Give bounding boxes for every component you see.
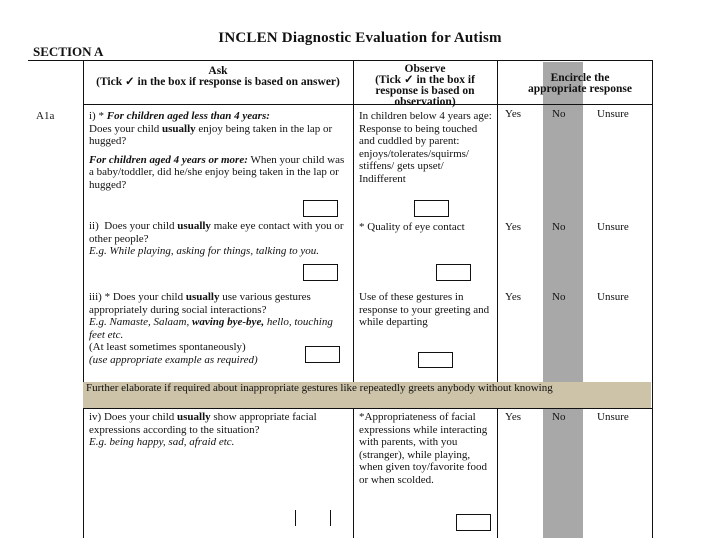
question-ii-example-wrap bbox=[89, 245, 351, 258]
question-iii-example-pre: E.g. Namaste, Salaam, bbox=[89, 316, 190, 328]
question-iii-example-post: hello, touching feet etc. bbox=[89, 316, 333, 341]
option-yes-i[interactable]: Yes bbox=[505, 108, 522, 120]
question-i bbox=[89, 110, 351, 191]
option-unsure-i[interactable]: Unsure bbox=[597, 108, 629, 120]
observe-header bbox=[356, 64, 494, 108]
observe-header-note: (Tick ✓ in the box if response is based on observation) bbox=[375, 74, 475, 108]
option-unsure-iii[interactable]: Unsure bbox=[597, 291, 629, 303]
observe-iv: *Appropriateness of facial expressions while interacting with parents, with you (stranger), while playing, when given toy/favorite food or when scolded. bbox=[359, 411, 488, 486]
question-iv-bold: usually bbox=[177, 411, 211, 423]
option-yes-iv[interactable]: Yes bbox=[505, 411, 522, 423]
question-ii bbox=[89, 220, 351, 258]
ask-checkbox-iv[interactable] bbox=[295, 510, 331, 526]
encircle-header: Encircle the appropriate response bbox=[527, 72, 633, 95]
question-iv-post: show appropriate facial expressions according to the situation? bbox=[89, 411, 317, 436]
ask-checkbox-i[interactable] bbox=[303, 200, 338, 217]
column-divider-1 bbox=[83, 60, 84, 538]
observe-i: In children below 4 years age: Response to being touched and cuddled by parent: enjoys/tolerates/squirms/ stiffens/ gets upset/ Indifferent bbox=[359, 110, 492, 185]
elaborate-band: Further elaborate if required about inappropriate gestures like repeatedly greets anybody without knowing bbox=[83, 382, 651, 408]
question-iv bbox=[89, 411, 351, 449]
option-no-iii[interactable]: No bbox=[552, 291, 566, 303]
question-number: A1a bbox=[36, 110, 55, 122]
question-i-part1 bbox=[89, 110, 351, 123]
observe-checkbox-iii[interactable] bbox=[418, 352, 453, 368]
question-i-star: * bbox=[98, 110, 104, 122]
question-i-condition-1: For children aged less than 4 years: bbox=[106, 110, 270, 122]
question-iii-pre: Does your child bbox=[112, 291, 184, 303]
question-i-part2 bbox=[89, 123, 351, 148]
question-iii-note-2: (use appropriate example as required) bbox=[89, 353, 258, 366]
ask-checkbox-iii[interactable] bbox=[305, 346, 340, 363]
option-unsure-ii[interactable]: Unsure bbox=[597, 221, 629, 233]
question-iii-bold: usually bbox=[185, 291, 220, 303]
question-ii-example: E.g. While playing, asking for things, talking to you. bbox=[89, 245, 320, 257]
option-no-i[interactable]: No bbox=[552, 108, 566, 120]
ask-header bbox=[86, 66, 350, 88]
option-yes-ii[interactable]: Yes bbox=[505, 221, 522, 233]
question-iii-numeral: iii) bbox=[89, 291, 102, 303]
question-ii-numeral: ii) bbox=[89, 220, 99, 232]
question-iii-text bbox=[89, 291, 351, 316]
table-top-border bbox=[28, 60, 653, 61]
question-i-pre: Does your child bbox=[89, 122, 160, 135]
question-iv-pre: Does your child bbox=[103, 411, 175, 423]
observe-checkbox-iv[interactable] bbox=[456, 514, 491, 531]
question-iii-example-wrap bbox=[89, 316, 351, 341]
observe-iii: Use of these gestures in response to your greeting and while departing bbox=[359, 291, 490, 328]
question-i-bold: usually bbox=[162, 122, 196, 135]
observe-ii: * Quality of eye contact bbox=[359, 221, 465, 233]
question-iv-example-wrap bbox=[89, 436, 351, 449]
observe-checkbox-ii[interactable] bbox=[436, 264, 471, 281]
column-divider-3 bbox=[497, 60, 498, 538]
option-unsure-iv[interactable]: Unsure bbox=[597, 411, 629, 423]
section-label: SECTION A bbox=[33, 44, 104, 59]
question-iv-text bbox=[89, 411, 351, 436]
option-yes-iii[interactable]: Yes bbox=[505, 291, 522, 303]
question-ii-pre: Does your child bbox=[104, 220, 175, 232]
question-ii-post: make eye contact with you or other people? bbox=[89, 220, 344, 245]
question-i-post-2: When your child was a baby/toddler, did he/she enjoy being taken in the lap or hugged? bbox=[89, 153, 345, 191]
question-i-numeral: i) bbox=[89, 110, 96, 122]
question-ii-text bbox=[89, 220, 351, 245]
question-iii-star: * bbox=[104, 291, 111, 303]
observe-header-title: Observe bbox=[404, 63, 446, 75]
question-iii-post: use various gestures appropriately during social interactions? bbox=[89, 291, 311, 316]
band-bottom-border bbox=[83, 408, 653, 409]
question-iv-example: E.g. being happy, sad, afraid etc. bbox=[89, 436, 235, 448]
observe-checkbox-i[interactable] bbox=[414, 200, 449, 217]
option-no-iv[interactable]: No bbox=[552, 411, 566, 423]
ask-checkbox-ii[interactable] bbox=[303, 264, 338, 281]
question-iii-example-bold: waving bye-bye, bbox=[191, 316, 265, 328]
form-title: INCLEN Diagnostic Evaluation for Autism bbox=[218, 30, 502, 46]
question-iii-note-1: (At least sometimes spontaneously) bbox=[89, 341, 246, 353]
option-no-ii[interactable]: No bbox=[552, 221, 566, 233]
column-divider-4 bbox=[652, 60, 653, 538]
ask-header-note: (Tick ✓ in the box if response is based on answer) bbox=[96, 76, 340, 88]
question-i-part3 bbox=[89, 154, 351, 192]
question-iv-numeral: iv) bbox=[89, 411, 102, 423]
question-ii-bold: usually bbox=[177, 220, 211, 232]
ask-header-title: Ask bbox=[208, 65, 228, 77]
question-i-condition-2: For children aged 4 years or more: bbox=[89, 153, 248, 166]
question-i-post: enjoy being taken in the lap or hugged? bbox=[89, 122, 333, 147]
column-divider-2 bbox=[353, 60, 354, 538]
